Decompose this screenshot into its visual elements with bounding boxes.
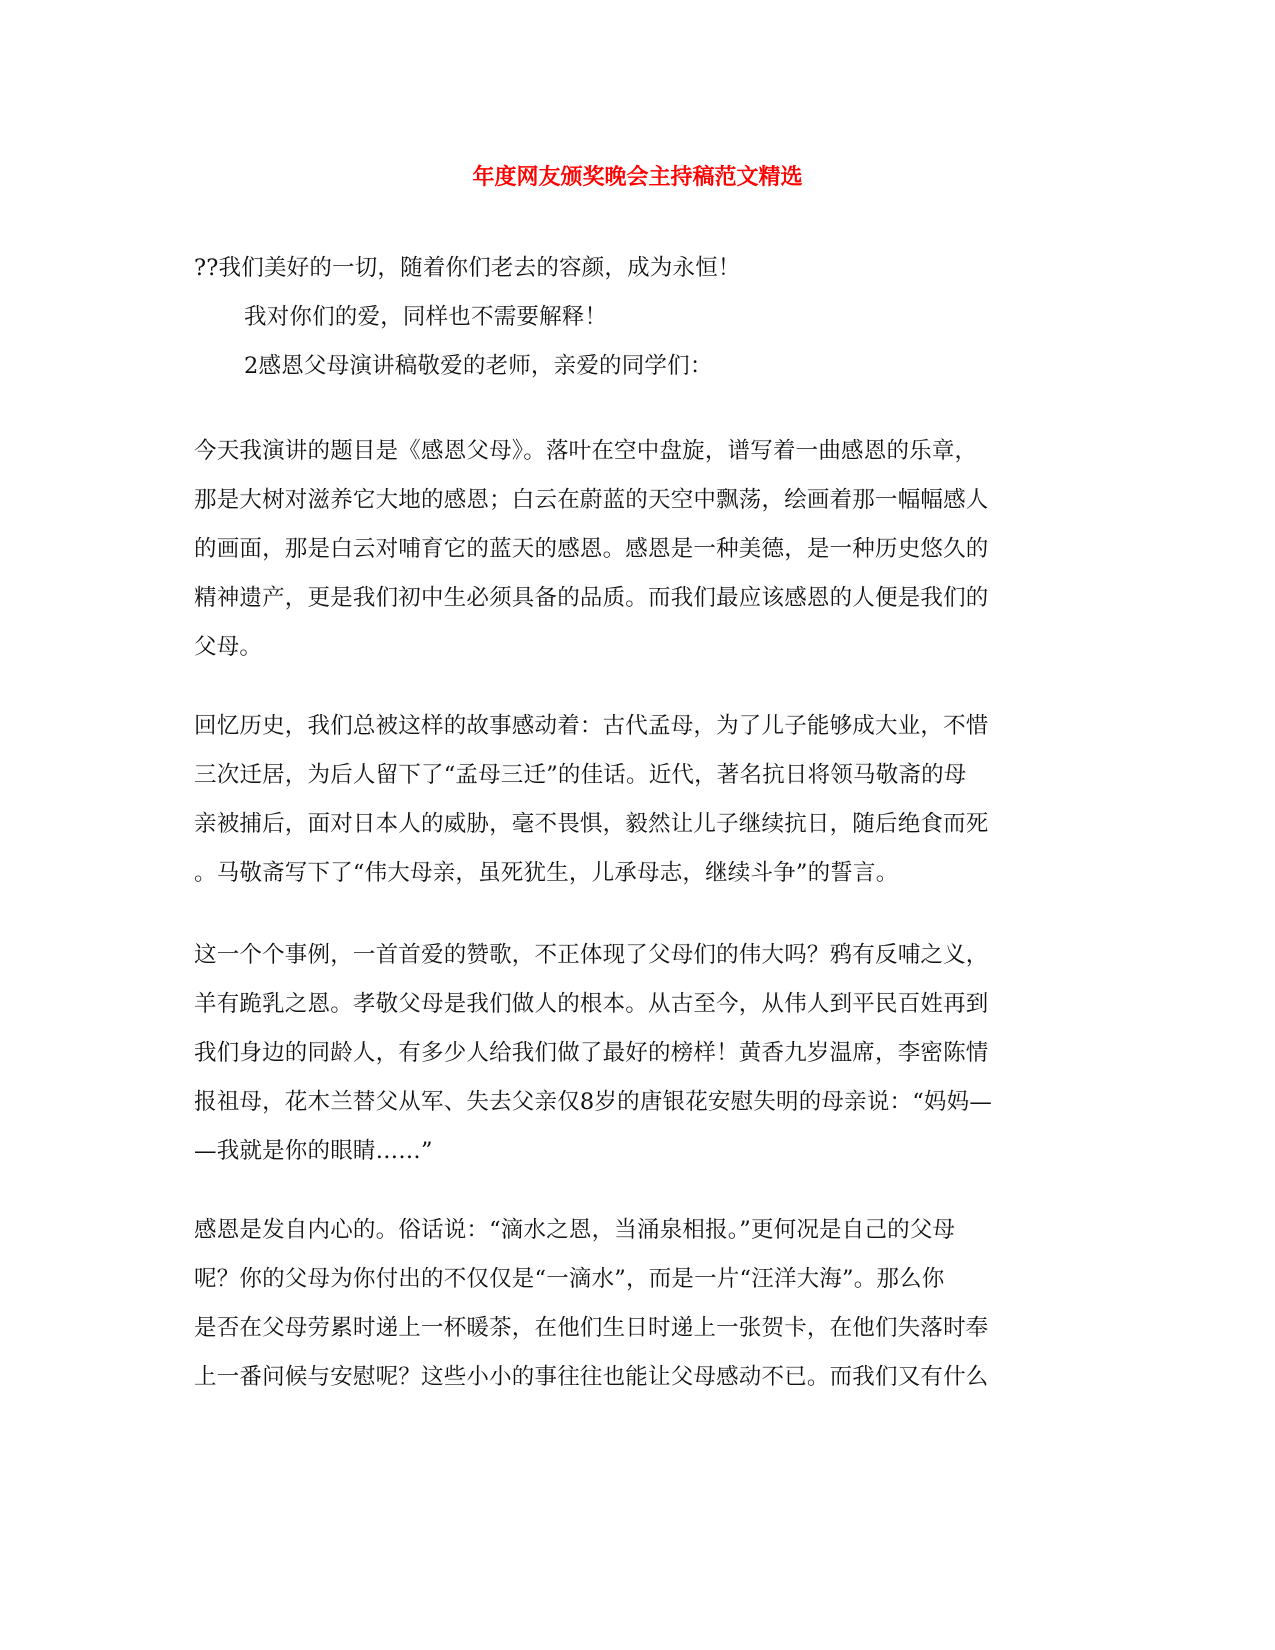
intro-line: 我对你们的爱，同样也不需要解释！ bbox=[244, 304, 608, 330]
paragraph-4 bbox=[194, 1206, 1074, 1402]
paragraph-3 bbox=[194, 931, 1074, 1176]
text-line: 那是大树对滋养它大地的感恩；白云在蔚蓝的天空中飘荡，绘画着那一幅幅感人 bbox=[194, 487, 989, 513]
paragraph-2 bbox=[194, 702, 1074, 898]
text-line: 这一个个事例，一首首爱的赞歌，不正体现了父母们的伟大吗？鸦有反哺之义， bbox=[194, 942, 989, 968]
text-line: 。马敬斋写下了“伟大母亲，虽死犹生，儿承母志，继续斗争”的誓言。 bbox=[194, 860, 899, 886]
text-line: 呢？你的父母为你付出的不仅仅是“一滴水”，而是一片“汪洋大海”。那么你 bbox=[194, 1266, 945, 1292]
text-line: 我们身边的同龄人，有多少人给我们做了最好的榜样！黄香九岁温席，李密陈情 bbox=[194, 1040, 989, 1066]
intro-line: ??我们美好的一切，随着你们老去的容颜，成为永恒！ bbox=[194, 255, 741, 281]
intro-line: 2感恩父母演讲稿敬爱的老师，亲爱的同学们： bbox=[244, 353, 713, 379]
text-line: 亲被捕后，面对日本人的威胁，毫不畏惧，毅然让儿子继续抗日，随后绝食而死 bbox=[194, 811, 989, 837]
intro-block bbox=[194, 244, 1074, 391]
text-line: 报祖母，花木兰替父从军、失去父亲仅8岁的唐银花安慰失明的母亲说：“妈妈— bbox=[194, 1089, 993, 1115]
text-line: 的画面，那是白云对哺育它的蓝天的感恩。感恩是一种美德，是一种历史悠久的 bbox=[194, 536, 989, 562]
text-line: 回忆历史，我们总被这样的故事感动着：古代孟母，为了儿子能够成大业，不惜 bbox=[194, 713, 989, 739]
text-line: 感恩是发自内心的。俗话说：“滴水之恩，当涌泉相报。”更何况是自己的父母 bbox=[194, 1217, 956, 1243]
text-line: 精神遗产，更是我们初中生必须具备的品质。而我们最应该感恩的人便是我们的 bbox=[194, 585, 989, 611]
text-line: 上一番问候与安慰呢？这些小小的事往往也能让父母感动不已。而我们又有什么 bbox=[194, 1364, 989, 1390]
text-line: —我就是你的眼睛……” bbox=[194, 1138, 433, 1164]
paragraph-1 bbox=[194, 427, 1074, 672]
text-line: 羊有跪乳之恩。孝敬父母是我们做人的根本。从古至今，从伟人到平民百姓再到 bbox=[194, 991, 989, 1017]
text-line: 是否在父母劳累时递上一杯暖茶，在他们生日时递上一张贺卡，在他们失落时奉 bbox=[194, 1315, 989, 1341]
text-line: 父母。 bbox=[194, 634, 263, 660]
page-title: 年度网友颁奖晚会主持稿范文精选 bbox=[472, 165, 803, 190]
text-line: 三次迁居，为后人留下了“孟母三迁”的佳话。近代，著名抗日将领马敬斋的母 bbox=[194, 762, 967, 788]
text-line: 今天我演讲的题目是《感恩父母》。落叶在空中盘旋，谱写着一曲感恩的乐章， bbox=[194, 438, 978, 464]
